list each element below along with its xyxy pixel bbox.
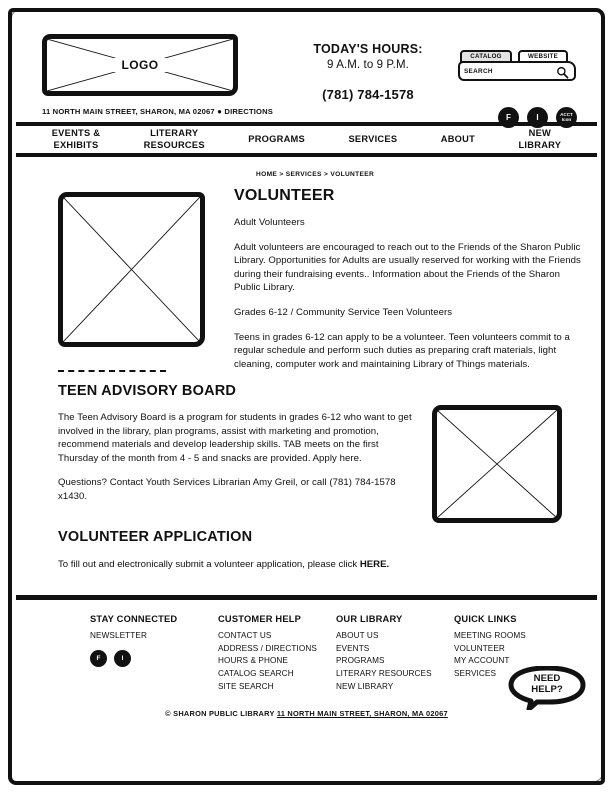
footer-title-stay-connected: STAY CONNECTED <box>90 614 178 624</box>
teen-volunteers-paragraph: Teens in grades 6-12 can apply to be a volunteer. Teen volunteers commit to a regular schedule and perform such duties as preparing craft materials, light cleaning, computer work and maintaining Library of Things materials. <box>234 331 570 370</box>
footer-link-site-search[interactable]: SITE SEARCH <box>218 681 274 691</box>
teen-advisory-board-paragraph: The Teen Advisory Board is a program for students in grades 6-12 who want to get involved in the library, plan programs, assist with marketing and promotion, recommend materials and develop leadership skills. TAB meets on the first Thursday of the month from 4 - 5 and snacks are provided. Apply here. <box>58 412 412 464</box>
site-footer <box>12 600 601 740</box>
tab-catalog[interactable]: CATALOG <box>460 50 512 63</box>
footer-link-my-account[interactable]: MY ACCOUNT <box>454 656 510 666</box>
copyright-icon: © <box>165 709 171 718</box>
placeholder-x-icon <box>63 197 200 342</box>
footer-link-hours-phone[interactable]: HOURS & PHONE <box>218 656 288 666</box>
adult-volunteers-subtitle: Adult Volunteers <box>234 217 305 228</box>
volunteer-application-title: VOLUNTEER APPLICATION <box>58 529 253 545</box>
image-placeholder-volunteer <box>58 192 205 347</box>
volunteer-intro <box>234 187 589 371</box>
logo-label: LOGO <box>111 58 169 72</box>
footer-title-quick-links: QUICK LINKS <box>454 614 517 624</box>
footer-column-customer-help <box>218 614 336 694</box>
tab-website[interactable]: WEBSITE <box>518 50 568 63</box>
footer-link-services[interactable]: SERVICES <box>454 669 497 679</box>
copyright-name: SHARON PUBLIC LIBRARY <box>173 709 275 718</box>
primary-nav <box>16 122 597 157</box>
site-header <box>12 12 601 122</box>
footer-link-meeting-rooms[interactable]: MEETING ROOMS <box>454 631 526 640</box>
teen-advisory-board-section <box>58 370 416 504</box>
footer-list-customer-help <box>218 630 336 694</box>
footer-link-events[interactable]: EVENTS <box>336 643 370 653</box>
page-frame <box>8 8 605 785</box>
section-divider <box>58 370 166 372</box>
instagram-icon[interactable]: I <box>527 107 548 128</box>
main-content <box>12 157 601 595</box>
nav-item-events-exhibits[interactable]: EVENTS & EXHIBITS <box>51 128 101 150</box>
nav-item-new-library[interactable]: NEW LIBRARY <box>518 128 562 150</box>
footer-title-our-library: OUR LIBRARY <box>336 614 403 624</box>
need-help-label: NEED HELP? <box>531 673 563 695</box>
page-title: VOLUNTEER <box>234 187 335 204</box>
placeholder-x-icon <box>437 410 557 518</box>
teen-volunteers-subheading: Grades 6-12 / Community Service Teen Volunteers <box>234 307 453 319</box>
logo-placeholder[interactable] <box>42 34 238 96</box>
search-icon[interactable] <box>556 66 569 79</box>
todays-hours-block <box>280 42 456 102</box>
copyright-bar <box>12 709 601 718</box>
footer-link-address-directions[interactable]: ADDRESS / DIRECTIONS <box>218 643 317 653</box>
header-address-text: 11 NORTH MAIN STREET, SHARON, MA 02067 <box>42 107 215 116</box>
facebook-icon[interactable]: F <box>90 650 107 667</box>
nav-item-services[interactable]: SERVICES <box>348 133 398 144</box>
application-here-link[interactable]: HERE. <box>359 559 390 570</box>
footer-title-customer-help: CUSTOMER HELP <box>218 614 302 624</box>
footer-link-literary-resources[interactable]: LITERARY RESOURCES <box>336 669 432 679</box>
address-separator-dot: ● <box>217 107 223 116</box>
adult-volunteers-paragraph: Adult volunteers are encouraged to reach out to the Friends of the Sharon Public Library. Opportunities for Adults are usually reserved for working with the Friends during their fundraising events.. Information about the Friends of the Sharon Public Library. <box>234 241 581 294</box>
search-input[interactable]: SEARCH <box>464 67 493 75</box>
hours-title: TODAY'S HOURS: <box>313 42 423 56</box>
need-help-bubble[interactable] <box>507 666 587 710</box>
application-text-lead: To fill out and electronically submit a volunteer application, please click <box>58 559 360 570</box>
footer-column-stay-connected <box>90 614 218 694</box>
footer-link-catalog-search[interactable]: CATALOG SEARCH <box>218 669 294 679</box>
search-bar[interactable] <box>458 61 576 81</box>
footer-link-programs[interactable]: PROGRAMS <box>336 656 385 666</box>
directions-link[interactable]: DIRECTIONS <box>224 107 274 116</box>
footer-link-new-library[interactable]: NEW LIBRARY <box>336 681 394 691</box>
instagram-icon[interactable]: I <box>114 650 131 667</box>
header-address <box>42 107 273 116</box>
footer-column-our-library <box>336 614 454 694</box>
volunteer-application-text <box>58 558 488 572</box>
account-icon[interactable]: ACCT Icon <box>556 107 577 128</box>
footer-list-our-library <box>336 630 454 694</box>
footer-link-newsletter[interactable]: NEWSLETTER <box>90 631 147 640</box>
header-phone[interactable]: (781) 784-1578 <box>322 87 414 102</box>
breadcrumb[interactable]: HOME > SERVICES > VOLUNTEER <box>256 171 375 178</box>
volunteer-application-section <box>58 529 488 572</box>
nav-item-about[interactable]: ABOUT <box>440 133 476 144</box>
teen-advisory-board-questions: Questions? Contact Youth Services Librarian Amy Greil, or call (781) 784-1578 x1430. <box>58 477 396 503</box>
footer-link-contact-us[interactable]: CONTACT US <box>218 631 272 640</box>
footer-list-stay-connected <box>90 630 218 643</box>
copyright-address[interactable]: 11 NORTH MAIN STREET, SHARON, MA 02067 <box>276 709 448 718</box>
hours-value: 9 A.M. to 9 P.M. <box>327 59 409 71</box>
footer-link-volunteer[interactable]: VOLUNTEER <box>454 643 505 653</box>
nav-item-literary-resources[interactable]: LITERARY RESOURCES <box>143 128 205 150</box>
facebook-icon[interactable]: F <box>498 107 519 128</box>
footer-social-row <box>90 650 218 667</box>
nav-item-programs[interactable]: PROGRAMS <box>248 133 306 144</box>
image-placeholder-teen-advisory <box>432 405 562 523</box>
teen-advisory-board-title: TEEN ADVISORY BOARD <box>58 383 237 399</box>
footer-link-about-us[interactable]: ABOUT US <box>336 631 379 640</box>
search-widget <box>458 50 576 81</box>
